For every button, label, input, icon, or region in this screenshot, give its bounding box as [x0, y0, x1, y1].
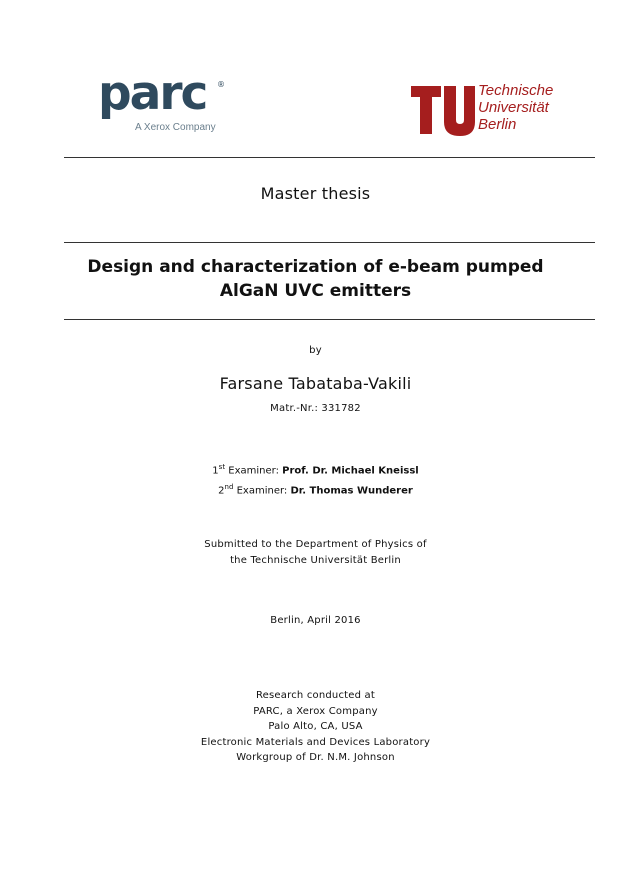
parc-logo [98, 66, 228, 138]
title-top-divider [64, 242, 595, 243]
thesis-title [0, 255, 631, 303]
parc-registered-mark: ® [217, 80, 225, 89]
examiners [0, 459, 631, 500]
examiner-1-name: Prof. Dr. Michael Kneissl [282, 465, 419, 477]
tu-berlin-logo [411, 82, 611, 142]
title-line-1: Design and characterization of e-beam pumped [87, 257, 544, 277]
parc-logo-word: parc [98, 66, 207, 121]
top-divider [64, 157, 595, 158]
submitted-line-1: Submitted to the Department of Physics of [204, 539, 427, 550]
parc-logo-tagline: A Xerox Company [135, 122, 216, 133]
submission-statement [0, 537, 631, 568]
examiner-2-name: Dr. Thomas Wunderer [290, 485, 413, 497]
by-label: by [309, 345, 322, 356]
research-info [0, 688, 631, 766]
examiner-1: 1st Examiner: Prof. Dr. Michael Kneissl [212, 463, 419, 477]
tu-berlin-mark-icon [411, 86, 475, 136]
tu-line-3: Berlin [478, 116, 517, 133]
tu-line-2: Universität [478, 99, 549, 116]
matriculation-number: Matr.-Nr.: 331782 [270, 403, 361, 414]
research-line-5: Workgroup of Dr. N.M. Johnson [236, 752, 395, 763]
research-line-1: Research conducted at [255, 690, 376, 701]
submitted-line-2: the Technische Universität Berlin [230, 554, 401, 566]
document-type: Master thesis [260, 184, 371, 203]
research-line-3: Palo Alto, CA, USA [268, 721, 363, 732]
research-line-4: Electronic Materials and Devices Laboratory [200, 736, 431, 748]
author-name: Farsane Tabataba-Vakili [219, 374, 412, 393]
research-line-2: PARC, a Xerox Company [253, 705, 378, 717]
examiner-2: 2nd Examiner: Dr. Thomas Wunderer [218, 483, 413, 497]
title-bottom-divider [64, 319, 595, 320]
tu-mark-text: berlin [456, 91, 466, 116]
tu-berlin-wordmark [478, 82, 553, 133]
place-date: Berlin, April 2016 [270, 615, 361, 626]
tu-line-1: Technische [478, 82, 554, 99]
title-line-2: AlGaN UVC emitters [219, 281, 412, 301]
